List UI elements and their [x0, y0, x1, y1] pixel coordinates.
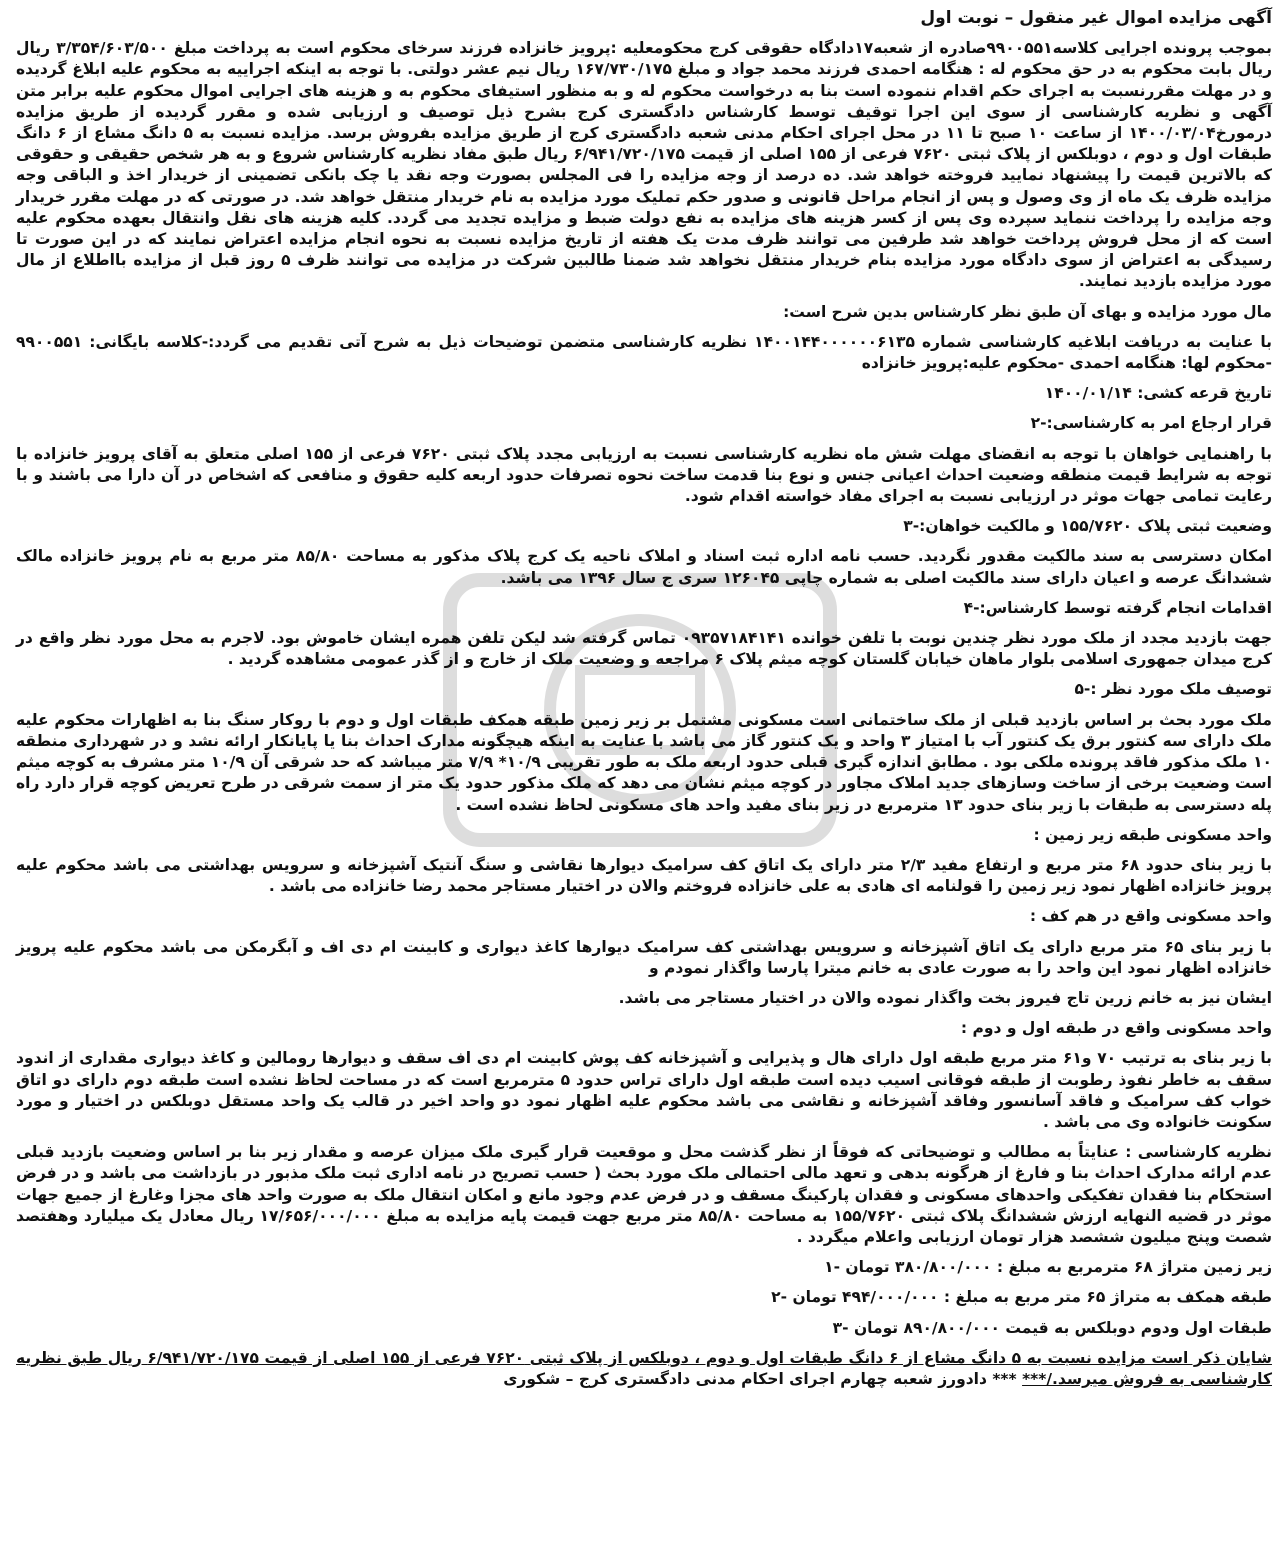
valuation-item-3: طبقات اول ودوم دوبلکس به قیمت ۸۹۰/۸۰۰/۰۰۰ تومان -۳ — [832, 1318, 1272, 1337]
section-4-body: جهت بازدید مجدد از ملک مورد نظر چندین نوبت با تلفن خوانده ۰۹۳۵۷۱۸۴۱۴۱ تماس گرفته شد لیکن تلفن همره ایشان خاموش بود. لاجرم به محل مورد نظر واقع در کرج میدان جمهوری اسلامی بلوار ماهان خیابان گلستان کوچه میثم پلاک ۶ مراجعه و وضعیت ملک از خارج و از گذر عمومی مشاهده گردید . — [16, 629, 1272, 669]
section-4-title: اقدامات انجام گرفته توسط کارشناس:-۴ — [963, 598, 1272, 617]
section-2-body: با راهنمایی خواهان با توجه به انقضای مهلت شش ماه نظریه کارشناسی نسبت به ارزیابی مجدد پلاک ثبتی ۷۶۲۰ فرعی از ۱۵۵ اصلی متعلق به آقای پرویز خانزاده با توجه به شرایط قیمت منطقه وضعیت احداث اعیانی جنس و نوع بنا قدمت ساخت نحوه تصرفات حدود اربعه کلیه حقوق و منافعی که اشخاص در آن دارا می باشند و با رعایت تمامی جهات موثر در ارزیابی نسبت به اجرای مفاد خواسته اقدام شود. — [16, 444, 1272, 506]
draw-date: تاریخ قرعه کشی: ۱۴۰۰/۰۱/۱۴ — [1044, 384, 1272, 403]
valuation-item-1: زیر زمین متراژ ۶۸ مترمربع به مبلغ : ۳۸۰/۸۰۰/۰۰۰ تومان -۱ — [824, 1258, 1272, 1277]
ground-unit-title: واحد مسکونی واقع در هم کف : — [1029, 907, 1272, 926]
final-note-stars: *** — [992, 1369, 1017, 1388]
expert-intro: با عنایت به دریافت ابلاغیه کارشناسی شماره ۱۴۰۰۱۴۴۰۰۰۰۰۰۶۱۳۵ نظریه کارشناسی متضمن توضیحات ذیل به شرح آتی تقدیم می گردد:-کلاسه بایگانی: ۹۹۰۰۵۵۱ -محکوم لها: هنگامه احمدی -محکوم علیه:پرویز خانزاده — [16, 332, 1272, 373]
signature: دادورز شعبه چهارم اجرای احکام مدنی دادگستری کرج – شکوری — [503, 1369, 987, 1388]
notice-title: آگهی مزایده اموال غیر منقول – نوبت اول — [920, 8, 1272, 28]
basement-unit-title: واحد مسکونی طبقه زیر زمین : — [1033, 825, 1272, 844]
ground-unit-body: با زیر بنای ۶۵ متر مربع دارای یک اتاق آشپزخانه و سرویس بهداشتی کف سرامیک دیوارها کاغذ دیواری و کابینت ام دی اف و آبگرمکن می باشد محکوم علیه پرویز خانزاده اظهار نمود این واحد را به صورت عادی به خانم میترا پارسا واگذار نمودم و — [16, 937, 1272, 977]
ground-unit-body-2: ایشان نیز به خانم زرین تاج فیروز بخت واگذار نموده والان در اختیار مستاجر می باشد. — [618, 988, 1272, 1007]
valuation-item-2: طبقه همکف به متراژ ۶۵ متر مربع به مبلغ : ۴۹۴/۰۰۰/۰۰۰ تومان -۲ — [771, 1288, 1272, 1307]
section-5-body: ملک مورد بحث بر اساس بازدید قبلی از ملک ساختمانی است مسکونی مشتمل بر زیر زمین طبقه همکف طبقات اول و دوم با روکار سنگ بنا به اظهارات محکوم علیه ملک دارای سه کنتور برق یک کنتور آب با امتیاز ۳ واحد و یک کنتور گاز می باشد با عنایت به اینکه هیچگونه مدارک احداث بنا یا پایانکار ارائه نشد و در شهرداری منطقه ۱۰ ملک مذکور فاقد پرونده ملکی بود . مطابق اندازه گیری قبلی حدود اربعه ملک به طور تقریبی ۱۰/۹* ۷/۹ متر میباشد که حد شرقی آن ۱۰/۹ متر مشرف به کوچه میثم است وضعیت برخی از ساخت وسازهای جدید املاک مجاور در کوچه میثم نشان می دهد که ملک مذکور حدود یک متر از سمت شرقی در طرح تعریض کوچه قرار دارد راه پله دسترسی به طبقات با زیر بنای حدود ۱۳ مترمربع در زیر بنای مفید واحد های مسکونی لحاظ نشده است . — [16, 710, 1273, 814]
intro-paragraph: بموجب پرونده اجرایی کلاسه۹۹۰۰۵۵۱صادره از شعبه۱۷دادگاه حقوقی کرج محکومعلیه :پرویز خانزاده فرزند سرخای محکوم است به پرداخت مبلغ ۳/۳۵۴/۶۰۳/۵۰۰ ریال ریال بابت محکوم به در حق محکوم له : هنگامه احمدی فرزند محمد جواد و مبلغ ۱۶۷/۷۳۰/۱۷۵ ریال نیم عشر دولتی. با توجه به اینکه اجراییه به محکوم علیه ابلاغ گردیده و در مهلت مقررنسبت به اجرای حکم اقدام ننموده است بنا به درخواست محکوم له و به منظور استیفای محکوم به و هزینه های اجرایی اموال محکوم علیه برابر متن آگهی و نظریه کارشناسی از سوی این اجرا توقیف توسط کارشناس دادگستری کرج بشرح ذیل توصیف و ارزیابی شده و مقرر گردیده از طریق مزایده درمورخ۱۴۰۰/۰۳/۰۴ از ساعت ۱۰ صبح تا ۱۱ در محل اجرای احکام مدنی شعبه دادگستری کرج از طریق مزایده بفروش برسد. مزایده نسبت به ۵ دانگ مشاع از ۶ دانگ طبقات اول و دوم ، دوبلکس از پلاک ثبتی ۷۶۲۰ فرعی از ۱۵۵ اصلی از قیمت ۶/۹۴۱/۷۲۰/۱۷۵ ریال طبق مفاد نظریه کارشناس شروع و به هر شخص حقیقی و حقوقی که بالاترین قیمت را پیشنهاد نمایید فروخته خواهد شد. ده درصد از وجه مزایده را فی المجلس بصورت وجه نقد یا چک بانکی تضمینی از خریدار اخذ و الباقی وجه مزایده ظرف یک ماه از وی وصول و پس از انجام مراحل قانونی و صدور حکم تملیک مورد مزایده به نام خریدار منتقل خواهد شد. در صورتی که در مهلت مقرر خریدار وجه مزایده را پرداخت ننماید سپرده وی پس از کسر هزینه های مزایده به نفع دولت ضبط و مزایده تجدید می گردد. کلیه هزینه های نقل وانتقال بعهده محکوم علیه است که از محل فروش پرداخت خواهد شد طرفین می توانند ظرف مدت یک هفته از تاریخ مزایده نسبت به نحوه انجام مزایده اعتراض نمایند که در این صورت تا رسیدگی به اعتراض از سوی دادگاه مورد مزایده بنام خریدار منتقل نخواهد شد ضمنا طالبین شرکت در مزایده می توانند ظرف ۵ روز قبل از مزایده بااطلاع از مال مورد مزایده بازدید نمایند. — [16, 39, 1272, 291]
upper-unit-body: با زیر بنای به ترتیب ۷۰ و۶۱ متر مربع طبقه اول دارای هال و پذیرایی و آشپزخانه کف پوش کابینت ام دی اف سقف و دیوارها رومالین و کاغذ دیواری مقداری از اندود سقف به خاطر نفوذ رطوبت از طبقه فوقانی اسیب دیده است طبقه اول دارای تراس حدود ۵ مترمربع است که در مساحت لحاظ نشده است طبقه دوم دارای دو اتاق خواب کف سرامیک و فاقد آسانسور وفاقد آشپزخانه و نقاشی می باشد محکوم علیه اظهار نمود دو واحد اخیر در قالب یک واحد مستقل دوبلکس در اختیار و مورد سکونت خانواده وی می باشد . — [16, 1049, 1273, 1131]
final-note-underlined: شایان ذکر است مزایده نسبت به ۵ دانگ مشاع از ۶ دانگ طبقات اول و دوم ، دوبلکس از پلاک ثبتی ۷۶۲۰ فرعی از ۱۵۵ اصلی از قیمت ۶/۹۴۱/۷۲۰/۱۷۵ ریال طبق نظریه کارشناسی به فروش میرسد./*** — [16, 1348, 1272, 1388]
section-3-title: وضعیت ثبتی پلاک ۱۵۵/۷۶۲۰ و مالکیت خواهان:-۳ — [903, 517, 1272, 536]
section-2-title: قرار ارجاع امر به کارشناسی:-۲ — [1030, 414, 1272, 433]
section-3-body: امکان دسترسی به سند مالکیت مقدور نگردید. حسب نامه اداره ثبت اسناد و املاک ناحیه یک کرج پلاک مذکور به مساحت ۸۵/۸۰ متر مربع به نام پرویز خانزاده مالک ششدانگ عرصه و اعیان دارای سند مالکیت اصلی به شماره چاپی ۱۲۶۰۴۵ سری ج سال ۱۳۹۶ می باشد. — [16, 547, 1272, 587]
section-5-title: توصیف ملک مورد نظر :-۵ — [1074, 680, 1272, 699]
expert-opinion: نظریه کارشناسی : عنایتاً به مطالب و توضیحاتی که فوقاً از نظر گذشت محل و موقعیت قرار گیری ملک میزان عرصه و مقدار زیر بنا بر اساس وضعیت بازدید قبلی عدم ارائه مدارک احداث بنا و فارغ از هرگونه بدهی و تعهد مالی احتمالی ملک مورد بحث ( حسب تصریح در نامه اداری ثبت ملک مذبور در بازداشت می باشد و در فرض استحکام بنا فقدان تفکیکی واحدهای مسکونی و فقدان پارکینگ مسقف و در فرض عدم وجود مانع و امکان انتقال ملک به صورت واحد های مجزا وغارغ از جمیع جهات موثر در قضیه النهایه ارزش ششدانگ پلاک ثبتی ۱۵۵/۷۶۲۰ به مساحت ۸۵/۸۰ متر مربع جهت قیمت پایه مزایده به مبلغ ۱۷/۶۵۶/۰۰۰/۰۰۰ ریال معادل یک میلیارد وهفتصد شصت وپنج میلیون ششصد هزار تومان ارزیابی واعلام میگردد . — [16, 1143, 1273, 1246]
property-heading: مال مورد مزایده و بهای آن طبق نظر کارشناس بدین شرح است: — [783, 302, 1272, 321]
upper-unit-title: واحد مسکونی واقع در طبقه اول و دوم : — [960, 1019, 1272, 1038]
final-note — [16, 1348, 1272, 1390]
basement-unit-body: با زیر بنای حدود ۶۸ متر مربع و ارتفاع مفید ۲/۳ متر دارای یک اتاق کف سرامیک دیوارها نقاشی و سنگ آنتیک آشپزخانه و سرویس بهداشتی می باشد محکوم علیه پرویز خانزاده اظهار نمود زیر زمین را قولنامه ای هادی به علی خانزاده فروختم والان در اختیار مستاجر محمد رضا خانزاده می باشد . — [16, 855, 1272, 896]
